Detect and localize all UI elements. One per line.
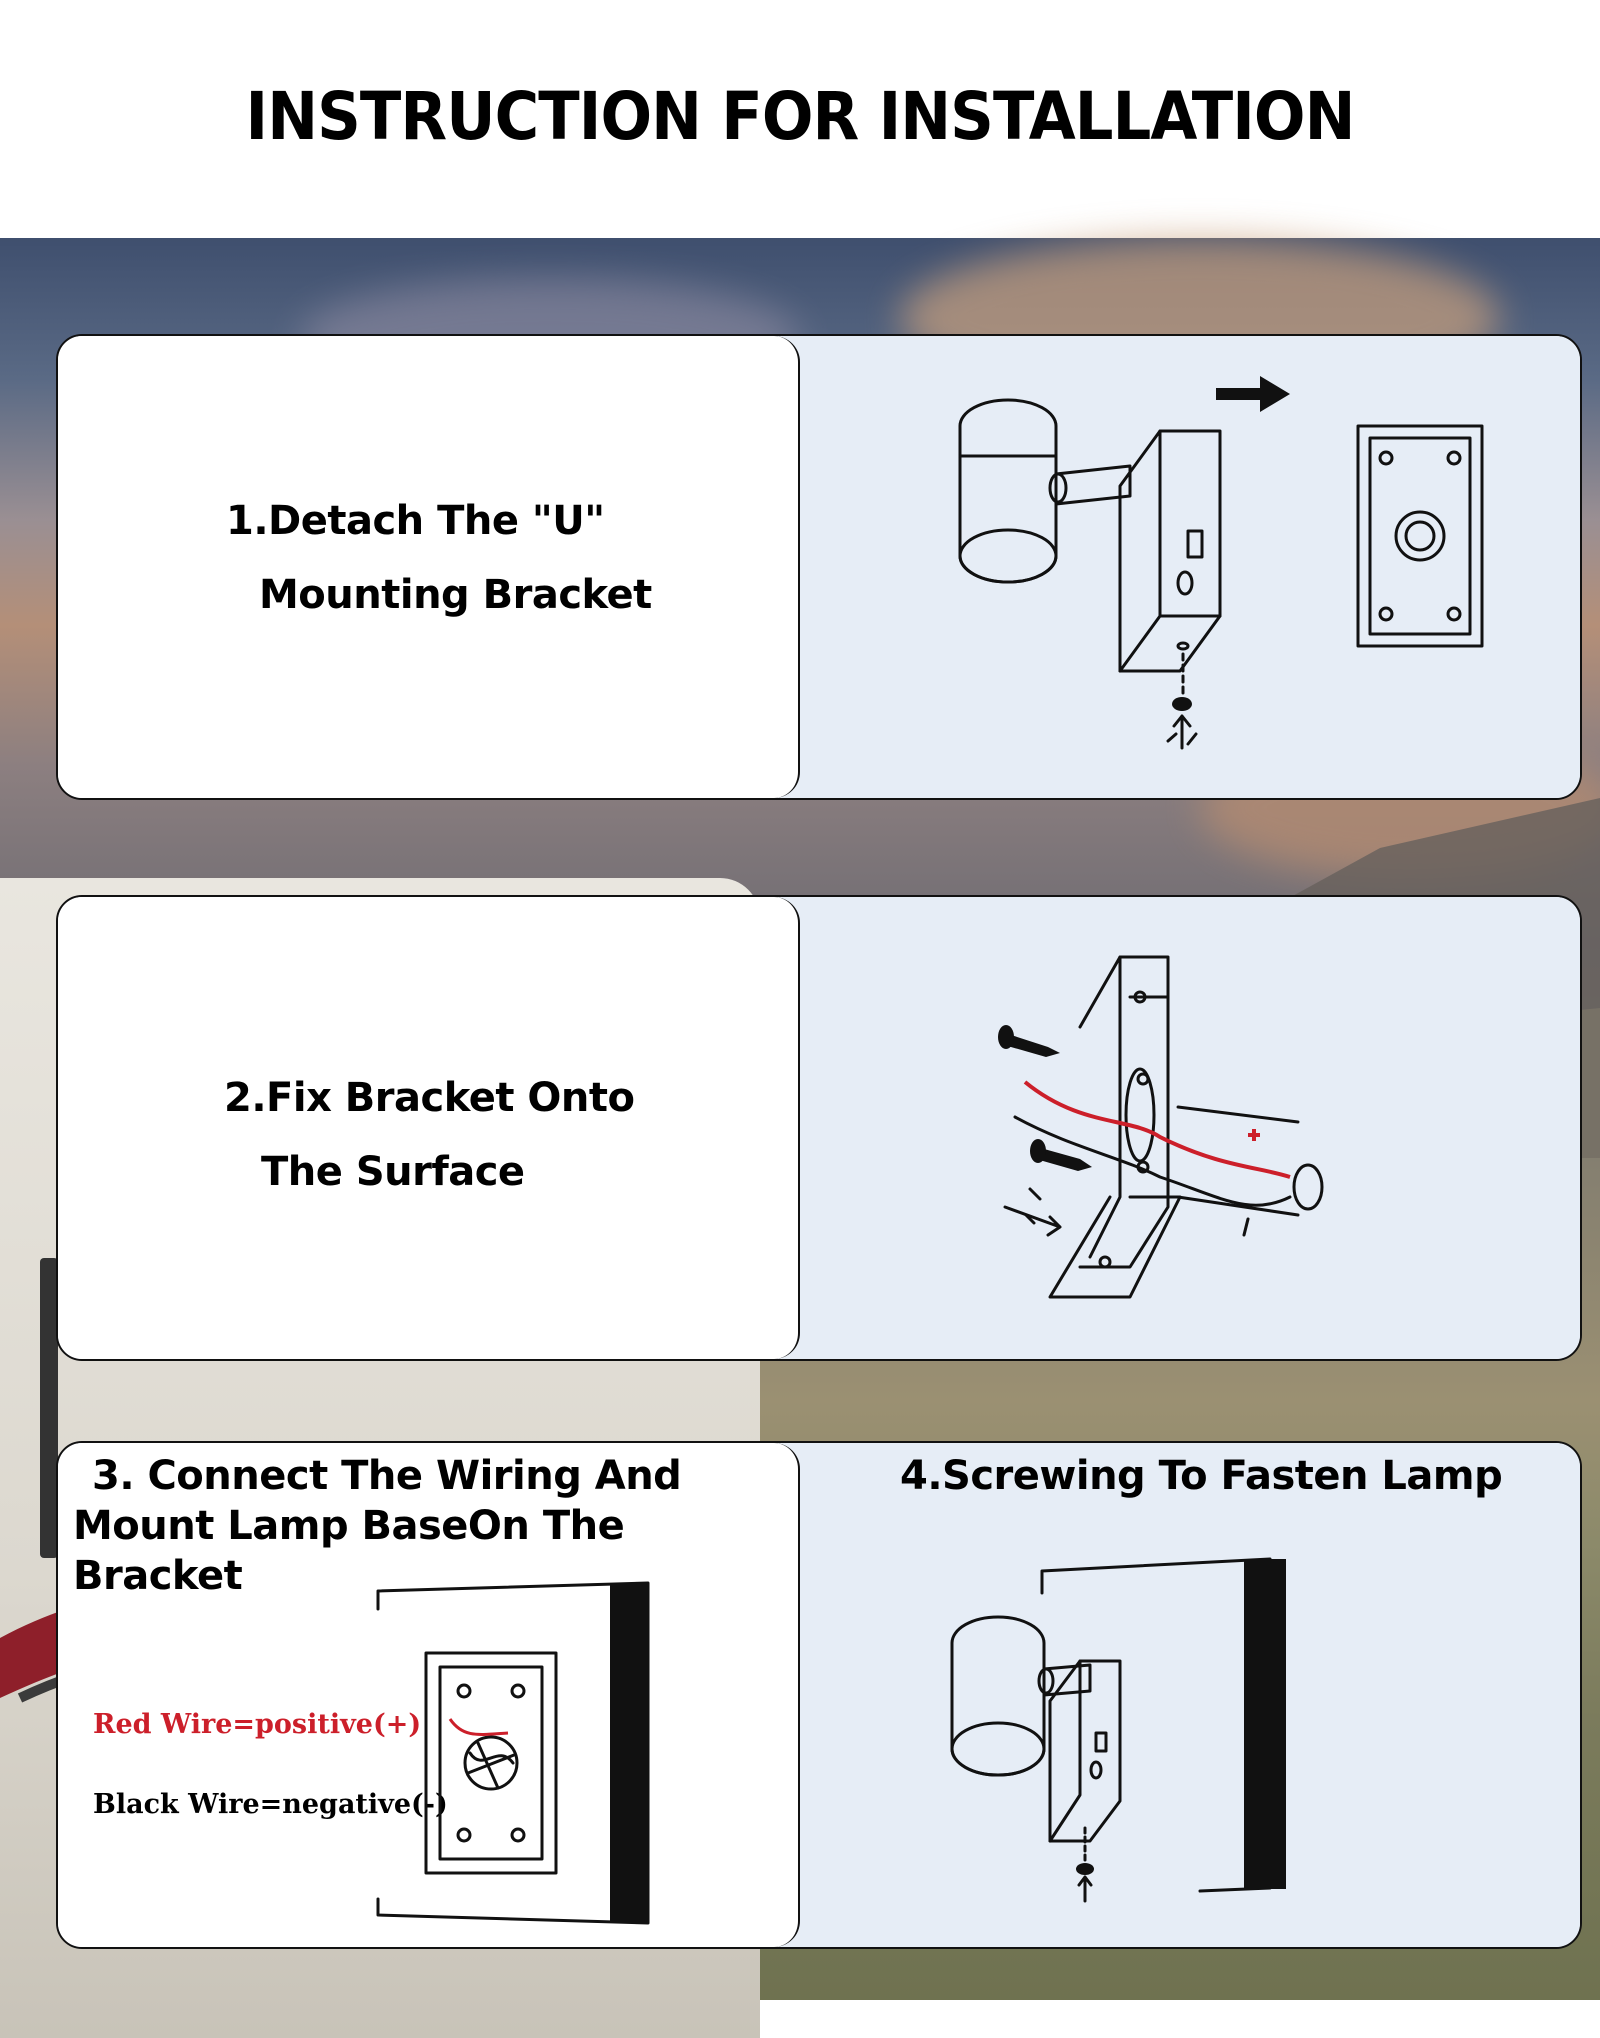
lamp-mounted-icon bbox=[952, 1559, 1286, 1901]
step-2-line-2: The Surface bbox=[261, 1149, 525, 1195]
header bbox=[0, 0, 1600, 238]
step-3-area bbox=[58, 1443, 800, 1947]
step-1-line-2: Mounting Bracket bbox=[259, 572, 652, 618]
page-title: INSTRUCTION FOR INSTALLATION bbox=[245, 78, 1355, 155]
mounting-plate-icon bbox=[378, 1583, 648, 1923]
step-3-4-panel bbox=[56, 1441, 1582, 1949]
step-1-text-area bbox=[58, 336, 800, 798]
step-4-area bbox=[800, 1443, 1580, 1947]
step-2-text-area bbox=[58, 897, 800, 1359]
step-2-illustration bbox=[800, 897, 1580, 1359]
screw-icon bbox=[1168, 697, 1196, 748]
step-1-illustration bbox=[800, 336, 1580, 798]
step-3-line-1: 3. Connect The Wiring And bbox=[92, 1453, 682, 1499]
step-4-line-1: 4.Screwing To Fasten Lamp bbox=[900, 1453, 1503, 1499]
step-1-line-1: 1.Detach The "U" bbox=[226, 498, 605, 544]
black-wire-label: Black Wire=negative(-) bbox=[93, 1789, 448, 1820]
step-1-panel bbox=[56, 334, 1582, 800]
red-wire-label: Red Wire=positive(+) bbox=[93, 1709, 422, 1740]
step-3-line-2: Mount Lamp BaseOn The Bracket bbox=[73, 1503, 625, 1599]
step-2-panel bbox=[56, 895, 1582, 1361]
step-2-line-1: 2.Fix Bracket Onto bbox=[224, 1075, 635, 1121]
mounting-plate-icon bbox=[1358, 426, 1482, 646]
u-bracket-icon bbox=[1120, 431, 1220, 696]
u-bracket-icon bbox=[1050, 957, 1180, 1297]
lamp-icon bbox=[960, 400, 1130, 582]
